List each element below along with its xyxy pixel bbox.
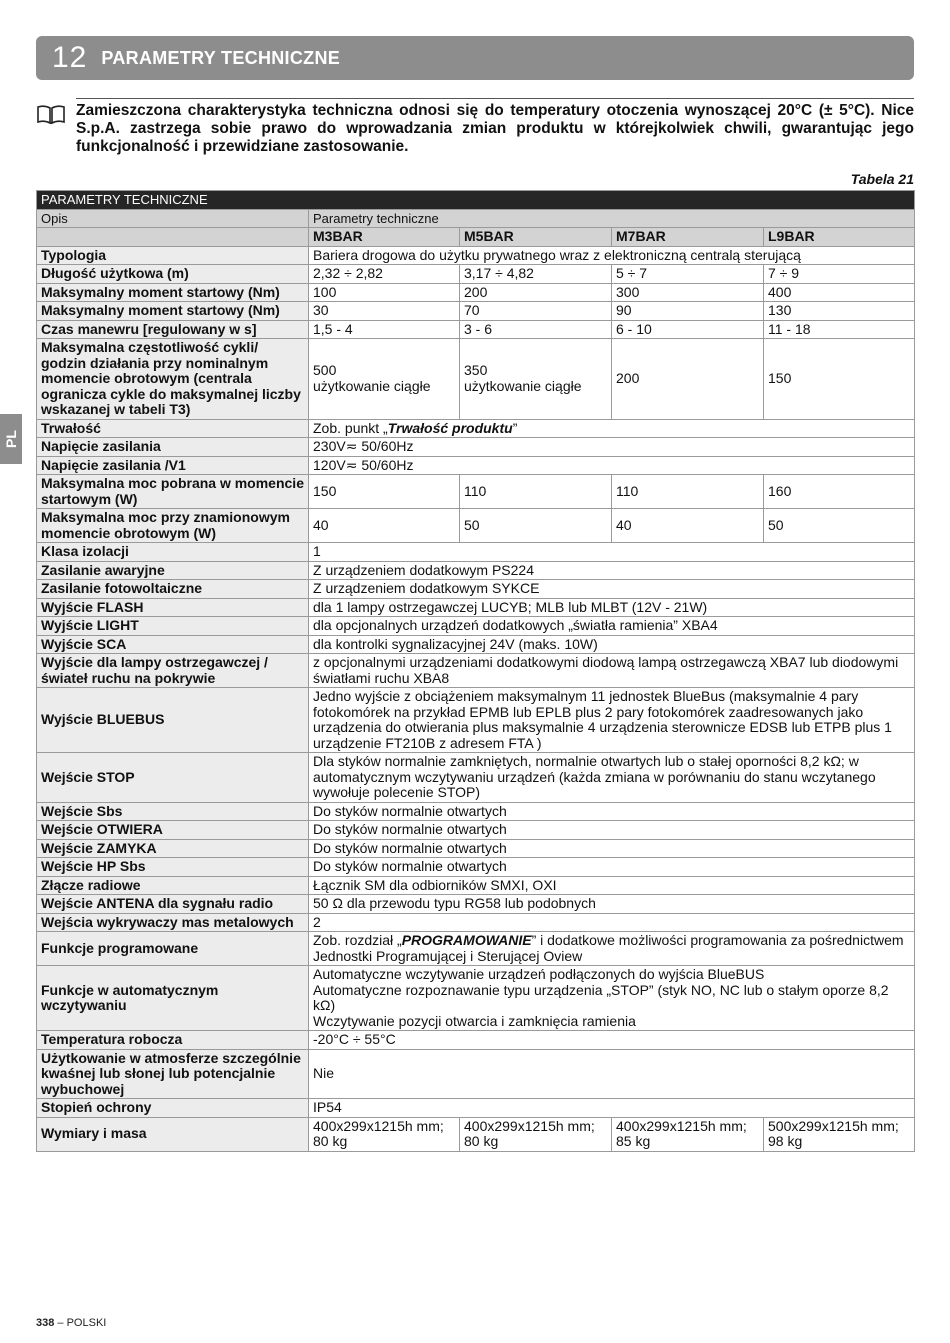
table-row: Funkcje programowane Zob. rozdział „PROGRAMOWANIE” i dodatkowe możliwości programowania za pośrednictwem Jednostki Programującej i Sterującej Oview (37, 932, 915, 966)
table-row: Maksymalny moment startowy (Nm) 30 70 90 130 (37, 302, 915, 321)
table-row: Wejście ZAMYKA Do styków normalnie otwartych (37, 839, 915, 858)
table-row: Klasa izolacji 1 (37, 543, 915, 562)
specs-table (36, 190, 915, 1152)
table-row: Zasilanie awaryjne Z urządzeniem dodatkowym PS224 (37, 561, 915, 580)
table-row: Stopień ochrony IP54 (37, 1099, 915, 1118)
table-row: Wyjście LIGHT dla opcjonalnych urządzeń dodatkowych „światła ramienia” XBA4 (37, 617, 915, 636)
table-row: Napięcie zasilania 230V≂ 50/60Hz (37, 438, 915, 457)
table-row: Maksymalny moment startowy (Nm) 100 200 300 400 (37, 283, 915, 302)
page-footer: 338 – POLSKI (36, 1317, 107, 1329)
section-title: PARAMETRY TECHNICZNE (101, 47, 341, 68)
table-caption: Tabela 21 (850, 171, 914, 187)
table-row: Maksymalna moc pobrana w momencie startowym (W) 150 110 110 160 (37, 475, 915, 509)
table-row: Złącze radiowe Łącznik SM dla odbiorników SMXI, OXI (37, 876, 915, 895)
table-row: Wejście Sbs Do styków normalnie otwartych (37, 802, 915, 821)
book-icon (36, 103, 66, 125)
model-m7bar: M7BAR (612, 228, 764, 247)
note-text: Zamieszczona charakterystyka techniczna odnosi się do temperatury otoczenia wynoszącej 20°C (± 5°C). Nice S.p.A. zastrzega sobie prawo do wprowadzania zmian produktu w którejkolwiek chwili, gwarantując jego funkcjonalność i przewidziane zastosowanie. (76, 102, 914, 155)
table-row: Maksymalna moc przy znamionowym momencie obrotowym (W) 40 50 40 50 (37, 509, 915, 543)
table-row: Funkcje w automatycznym wczytywaniu Automatyczne wczytywanie urządzeń podłączonych do wyjścia BlueBUS Automatyczne rozpoznawanie typu urządzenia „STOP” (styk NO, NC lub o stałym oporze 8,2 kΩ) Wczytywanie pozycji otwarcia i zamknięcia ramienia (37, 966, 915, 1031)
models-row (37, 228, 915, 247)
table-row: Wyjście BLUEBUS Jedno wyjście z obciążeniem maksymalnym 11 jednostek BlueBus (maksymalnie 4 pary fotokomórek na przykład EPMB lub EPLB plus 2 pary fotokomórek zaadresowanych jako urządzenia do otwierania plus maksymalnie 4 urządzenia sterownicze EDSB lub ETPB plus 1 urządzenie FT210B z adresem FTA ) (37, 688, 915, 753)
table-row: Wyjście dla lampy ostrzegawczej / świateł ruchu na pokrywie z opcjonalnymi urządzeniami dodatkowymi diodową lampą ostrzegawczą XBA7 lub diodowymi światłami ruchu XBA8 (37, 654, 915, 688)
table-title: PARAMETRY TECHNICZNE (37, 191, 915, 210)
table-row: Typologia Bariera drogowa do użytku prywatnego wraz z elektroniczną centralą sterującą (37, 246, 915, 265)
table-header-row (37, 209, 915, 228)
table-row: Wymiary i masa 400x299x1215h mm; 80 kg 400x299x1215h mm; 80 kg 400x299x1215h mm; 85 kg 500x299x1215h mm; 98 kg (37, 1117, 915, 1151)
model-l9bar: L9BAR (764, 228, 915, 247)
table-row: Wejście ANTENA dla sygnału radio 50 Ω dla przewodu typu RG58 lub podobnych (37, 895, 915, 914)
header-desc: Opis (37, 209, 309, 228)
table-row: Trwałość Zob. punkt „Trwałość produktu” (37, 419, 915, 438)
table-row: Wyjście FLASH dla 1 lampy ostrzegawczej LUCYB; MLB lub MLBT (12V - 21W) (37, 598, 915, 617)
table-row: Wejście HP Sbs Do styków normalnie otwartych (37, 858, 915, 877)
model-m3bar: M3BAR (309, 228, 460, 247)
table-row: Wejście OTWIERA Do styków normalnie otwartych (37, 821, 915, 840)
language-tab: PL (0, 414, 22, 464)
divider (76, 98, 914, 99)
table-row: Zasilanie fotowoltaiczne Z urządzeniem dodatkowym SYKCE (37, 580, 915, 599)
footer-language: POLSKI (66, 1317, 107, 1329)
table-title-row (37, 191, 915, 210)
table-row: Czas manewru [regulowany w s] 1,5 - 4 3 - 6 6 - 10 11 - 18 (37, 320, 915, 339)
table-row: Napięcie zasilania /V1 120V≂ 50/60Hz (37, 456, 915, 475)
table-row: Długość użytkowa (m) 2,32 ÷ 2,82 3,17 ÷ 4,82 5 ÷ 7 7 ÷ 9 (37, 265, 915, 284)
table-row: Temperatura robocza -20°C ÷ 55°C (37, 1031, 915, 1050)
table-row: Maksymalna częstotliwość cykli/ godzin działania przy nominalnym momencie obrotowym (centrala ogranicza cykle do maksymalnej liczby wskazanej w tabeli T3) 500 użytkowanie ciągłe 350 użytkowanie ciągłe 200 150 (37, 339, 915, 420)
page-number: 338 (36, 1317, 55, 1329)
section-header (36, 36, 914, 80)
table-row: Wyjście SCA dla kontrolki sygnalizacyjnej 24V (maks. 10W) (37, 635, 915, 654)
header-params: Parametry techniczne (309, 209, 915, 228)
model-m5bar: M5BAR (460, 228, 612, 247)
table-row: Wejście STOP Dla styków normalnie zamkniętych, normalnie otwartych lub o stałej oporności 8,2 kΩ; w automatycznym wczytywaniu urządzeń (każda zmiana w porównaniu do stanu wczytanego wywołuje polecenie STOP) (37, 753, 915, 803)
section-number: 12 (52, 41, 88, 74)
table-row: Wejścia wykrywaczy mas metalowych 2 (37, 913, 915, 932)
table-row: Użytkowanie w atmosferze szczególnie kwaśnej lub słonej lub potencjalnie wybuchowej Nie (37, 1049, 915, 1099)
